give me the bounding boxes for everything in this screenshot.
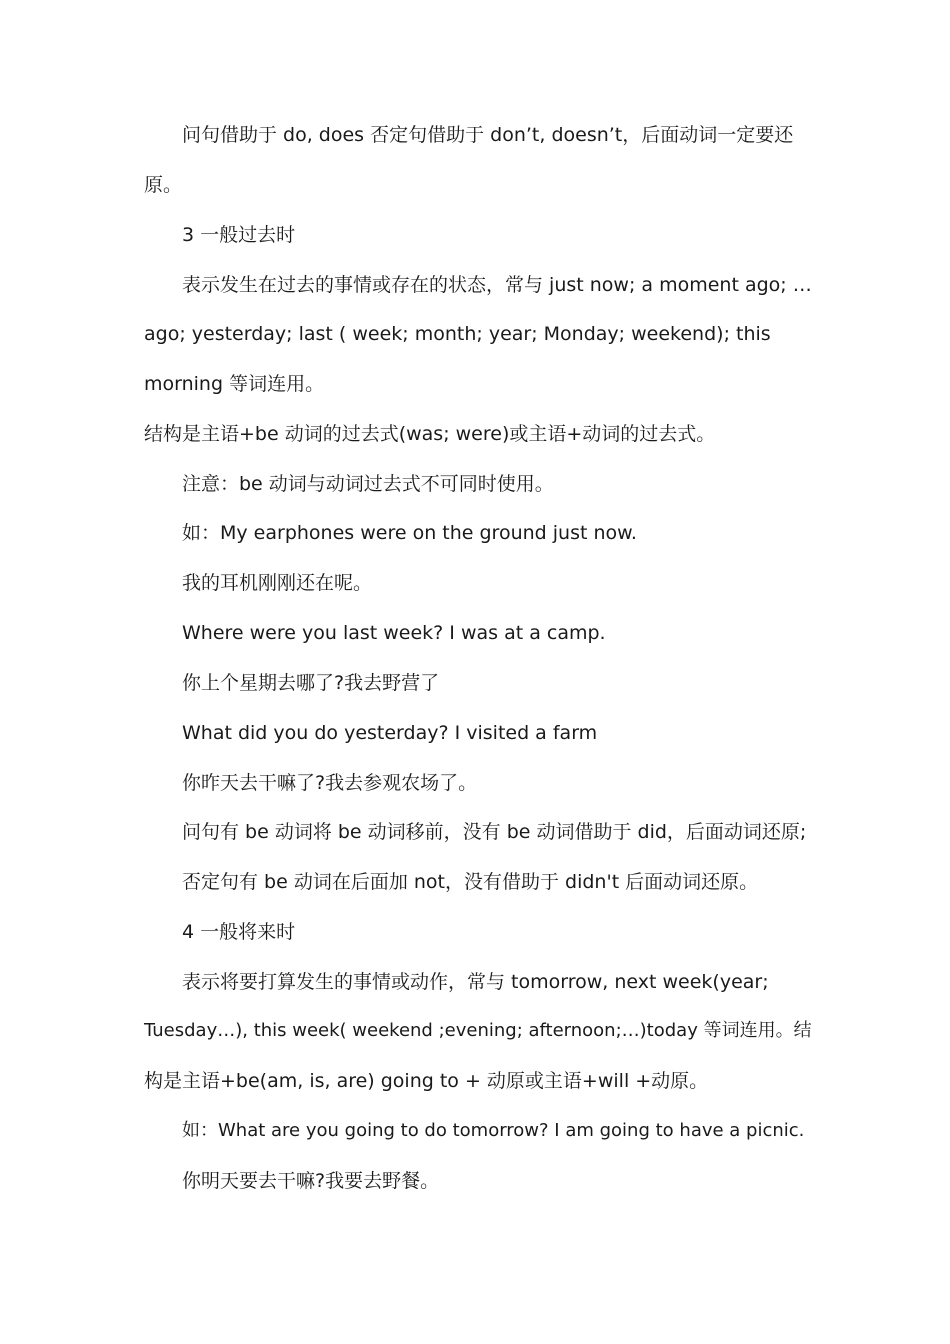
example-line: 你上个星期去哪了?我去野营了 [182,672,440,694]
paragraph-line: 否定句有 be 动词在后面加 not，没有借助于 didn't 后面动词还原。 [182,871,759,893]
example-line: Where were you last week? I was at a camp. [182,622,606,644]
paragraph-line: 构是主语+be(am, is, are) going to + 动原或主语+will +动原。 [144,1070,709,1092]
example-line: 如：My earphones were on the ground just now. [182,522,637,544]
paragraph-line: Tuesday…), this week( weekend ;evening; afternoon;…)today 等词连用。结 [144,1020,812,1041]
paragraph-line: morning 等词连用。 [144,373,325,395]
example-line: What did you do yesterday? I visited a farm [182,722,598,744]
example-line: 你昨天去干嘛了?我去参观农场了。 [182,772,478,794]
paragraph-line: 表示发生在过去的事情或存在的状态，常与 just now; a moment ago; … [182,274,812,296]
paragraph-line: ago; yesterday; last ( week; month; year; Monday; weekend); this [144,323,771,345]
section-heading: 4 一般将来时 [182,921,296,943]
paragraph-line: 问句借助于 do, does 否定句借助于 don’t, doesn’t，后面动词一定要还 [182,124,794,146]
paragraph-line: 问句有 be 动词将 be 动词移前，没有 be 动词借助于 did，后面动词还原; [182,821,807,843]
example-line: 我的耳机刚刚还在呢。 [182,572,373,594]
example-line: 如：What are you going to do tomorrow? I am going to have a picnic. [182,1120,805,1141]
section-heading: 3 一般过去时 [182,224,296,246]
paragraph-line: 结构是主语+be 动词的过去式(was; were)或主语+动词的过去式。 [144,423,716,445]
paragraph-line: 注意：be 动词与动词过去式不可同时使用。 [182,473,554,495]
paragraph-line: 原。 [144,174,183,196]
example-line: 你明天要去干嘛?我要去野餐。 [182,1170,440,1192]
paragraph-line: 表示将要打算发生的事情或动作，常与 tomorrow, next week(year; [182,971,769,993]
